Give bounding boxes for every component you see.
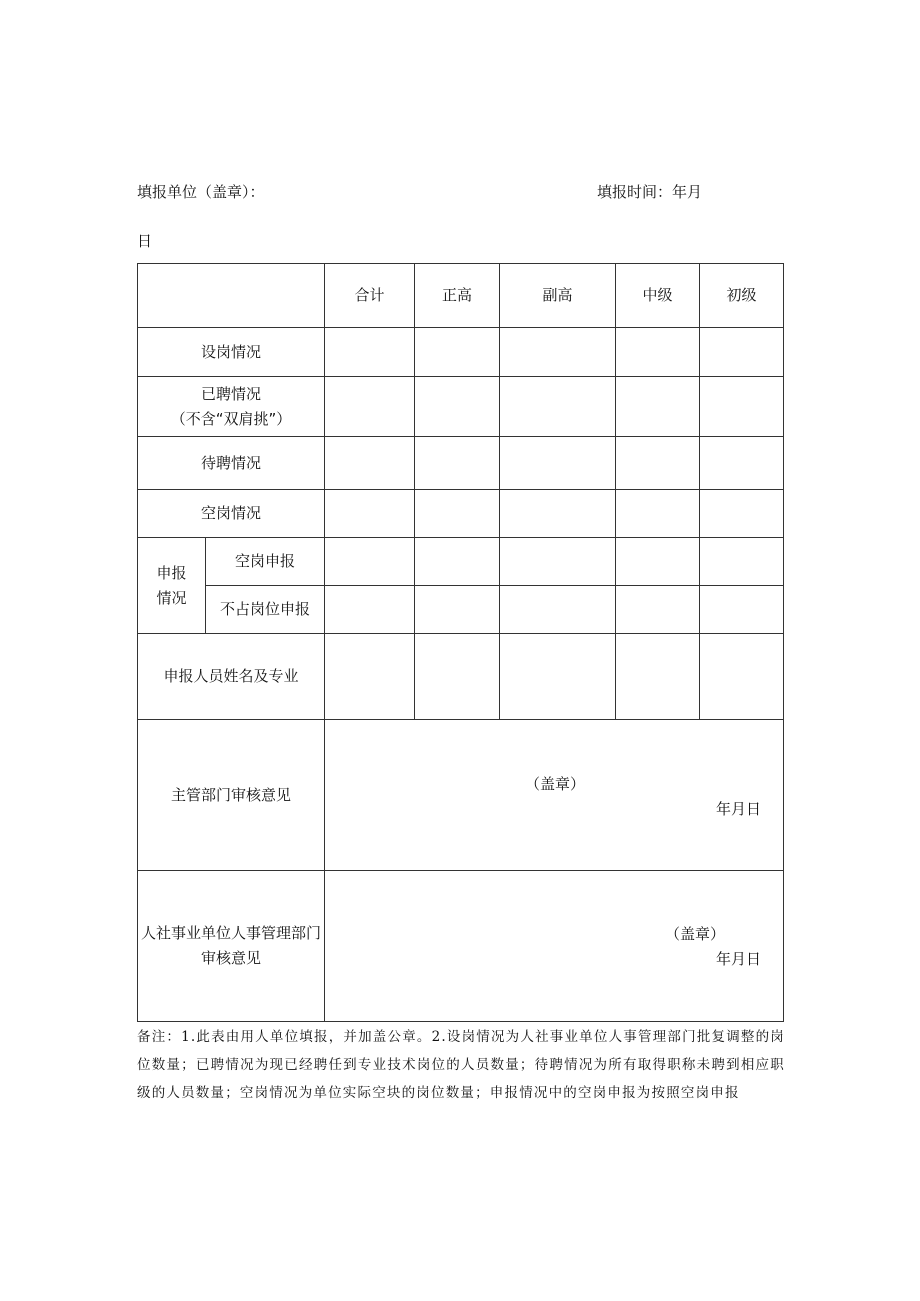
data-cell[interactable] bbox=[500, 437, 616, 490]
data-cell[interactable] bbox=[500, 490, 616, 538]
data-cell[interactable] bbox=[616, 437, 700, 490]
table-row bbox=[138, 720, 784, 871]
data-cell[interactable] bbox=[700, 538, 784, 586]
data-cell[interactable] bbox=[415, 328, 500, 377]
table-row bbox=[138, 538, 784, 586]
data-cell[interactable] bbox=[616, 586, 700, 634]
data-cell[interactable] bbox=[616, 377, 700, 437]
column-header-associate: 副高 bbox=[500, 264, 616, 328]
data-cell[interactable] bbox=[616, 538, 700, 586]
data-cell[interactable] bbox=[325, 328, 415, 377]
corner-cell bbox=[138, 264, 325, 328]
row-group-apply bbox=[138, 538, 206, 634]
column-header-junior: 初级 bbox=[700, 264, 784, 328]
column-header-senior: 正高 bbox=[415, 264, 500, 328]
dept-opinion-cell[interactable] bbox=[325, 720, 784, 871]
row-label-hired-line1: 已聘情况 bbox=[200, 384, 261, 403]
data-cell[interactable] bbox=[415, 538, 500, 586]
row-group-apply-line1: 申报 bbox=[156, 563, 187, 582]
column-header-total: 合计 bbox=[325, 264, 415, 328]
row-label-hr-opinion-line1: 人社事业单位人事管理部门 bbox=[140, 924, 321, 942]
data-cell[interactable] bbox=[325, 377, 415, 437]
row-label-applicant-names: 申报人员姓名及专业 bbox=[138, 634, 325, 720]
row-label-dept-opinion: 主管部门审核意见 bbox=[138, 720, 325, 871]
data-cell[interactable] bbox=[500, 634, 616, 720]
row-label-vacant: 空岗情况 bbox=[138, 490, 325, 538]
table-row bbox=[138, 586, 784, 634]
row-label-waiting: 待聘情况 bbox=[138, 437, 325, 490]
data-cell[interactable] bbox=[500, 538, 616, 586]
data-cell[interactable] bbox=[700, 586, 784, 634]
dept-date-text: 年月日 bbox=[716, 800, 762, 818]
fill-unit-label: 填报单位（盖章）： bbox=[137, 183, 265, 201]
data-cell[interactable] bbox=[325, 538, 415, 586]
row-label-set-posts: 设岗情况 bbox=[138, 328, 325, 377]
data-cell[interactable] bbox=[500, 328, 616, 377]
table-row bbox=[138, 437, 784, 490]
remarks-note: 备注：1.此表由用人单位填报，并加盖公章。2.设岗情况为人社事业单位人事管理部门批复调整的岗位数量；已聘情况为现已经聘任到专业技术岗位的人员数量；待聘情况为所有取得职称未聘到相应职级的人员数量；空岗情况为单位实际空块的岗位数量；申报情况中的空岗申报为按照空岗申报 bbox=[137, 1029, 785, 1101]
hr-seal-text: （盖章） bbox=[665, 925, 726, 943]
data-cell[interactable] bbox=[415, 586, 500, 634]
data-cell[interactable] bbox=[325, 490, 415, 538]
table-row bbox=[138, 328, 784, 377]
table-row bbox=[138, 871, 784, 1022]
row-label-hired bbox=[138, 377, 325, 437]
row-label-apply-vacant: 空岗申报 bbox=[206, 538, 325, 586]
column-header-intermediate: 中级 bbox=[616, 264, 700, 328]
data-cell[interactable] bbox=[700, 490, 784, 538]
row-group-apply-line2: 情况 bbox=[156, 588, 187, 607]
data-cell[interactable] bbox=[415, 490, 500, 538]
data-cell[interactable] bbox=[700, 377, 784, 437]
data-cell[interactable] bbox=[500, 377, 616, 437]
row-label-hr-opinion-line2: 审核意见 bbox=[200, 949, 261, 967]
data-cell[interactable] bbox=[415, 634, 500, 720]
data-cell[interactable] bbox=[415, 377, 500, 437]
table-row bbox=[138, 490, 784, 538]
table-header-row bbox=[138, 264, 784, 328]
row-label-apply-nonpost: 不占岗位申报 bbox=[206, 586, 325, 634]
data-cell[interactable] bbox=[700, 634, 784, 720]
dept-seal-text: （盖章） bbox=[525, 775, 586, 793]
data-cell[interactable] bbox=[616, 634, 700, 720]
data-cell[interactable] bbox=[500, 586, 616, 634]
data-cell[interactable] bbox=[616, 490, 700, 538]
hr-opinion-cell[interactable] bbox=[325, 871, 784, 1022]
data-cell[interactable] bbox=[700, 328, 784, 377]
table-row bbox=[138, 634, 784, 720]
data-cell[interactable] bbox=[325, 437, 415, 490]
data-cell[interactable] bbox=[325, 634, 415, 720]
data-cell[interactable] bbox=[700, 437, 784, 490]
hr-date-text: 年月日 bbox=[716, 950, 762, 968]
data-cell[interactable] bbox=[325, 586, 415, 634]
table-row bbox=[138, 377, 784, 437]
report-table bbox=[137, 263, 784, 1022]
fill-day-label: 日 bbox=[137, 232, 153, 250]
data-cell[interactable] bbox=[415, 437, 500, 490]
data-cell[interactable] bbox=[616, 328, 700, 377]
fill-time-label: 填报时间：年月 bbox=[597, 183, 703, 201]
row-label-hired-line2: （不含“双肩挑”） bbox=[170, 409, 292, 428]
row-label-hr-opinion bbox=[138, 871, 325, 1022]
